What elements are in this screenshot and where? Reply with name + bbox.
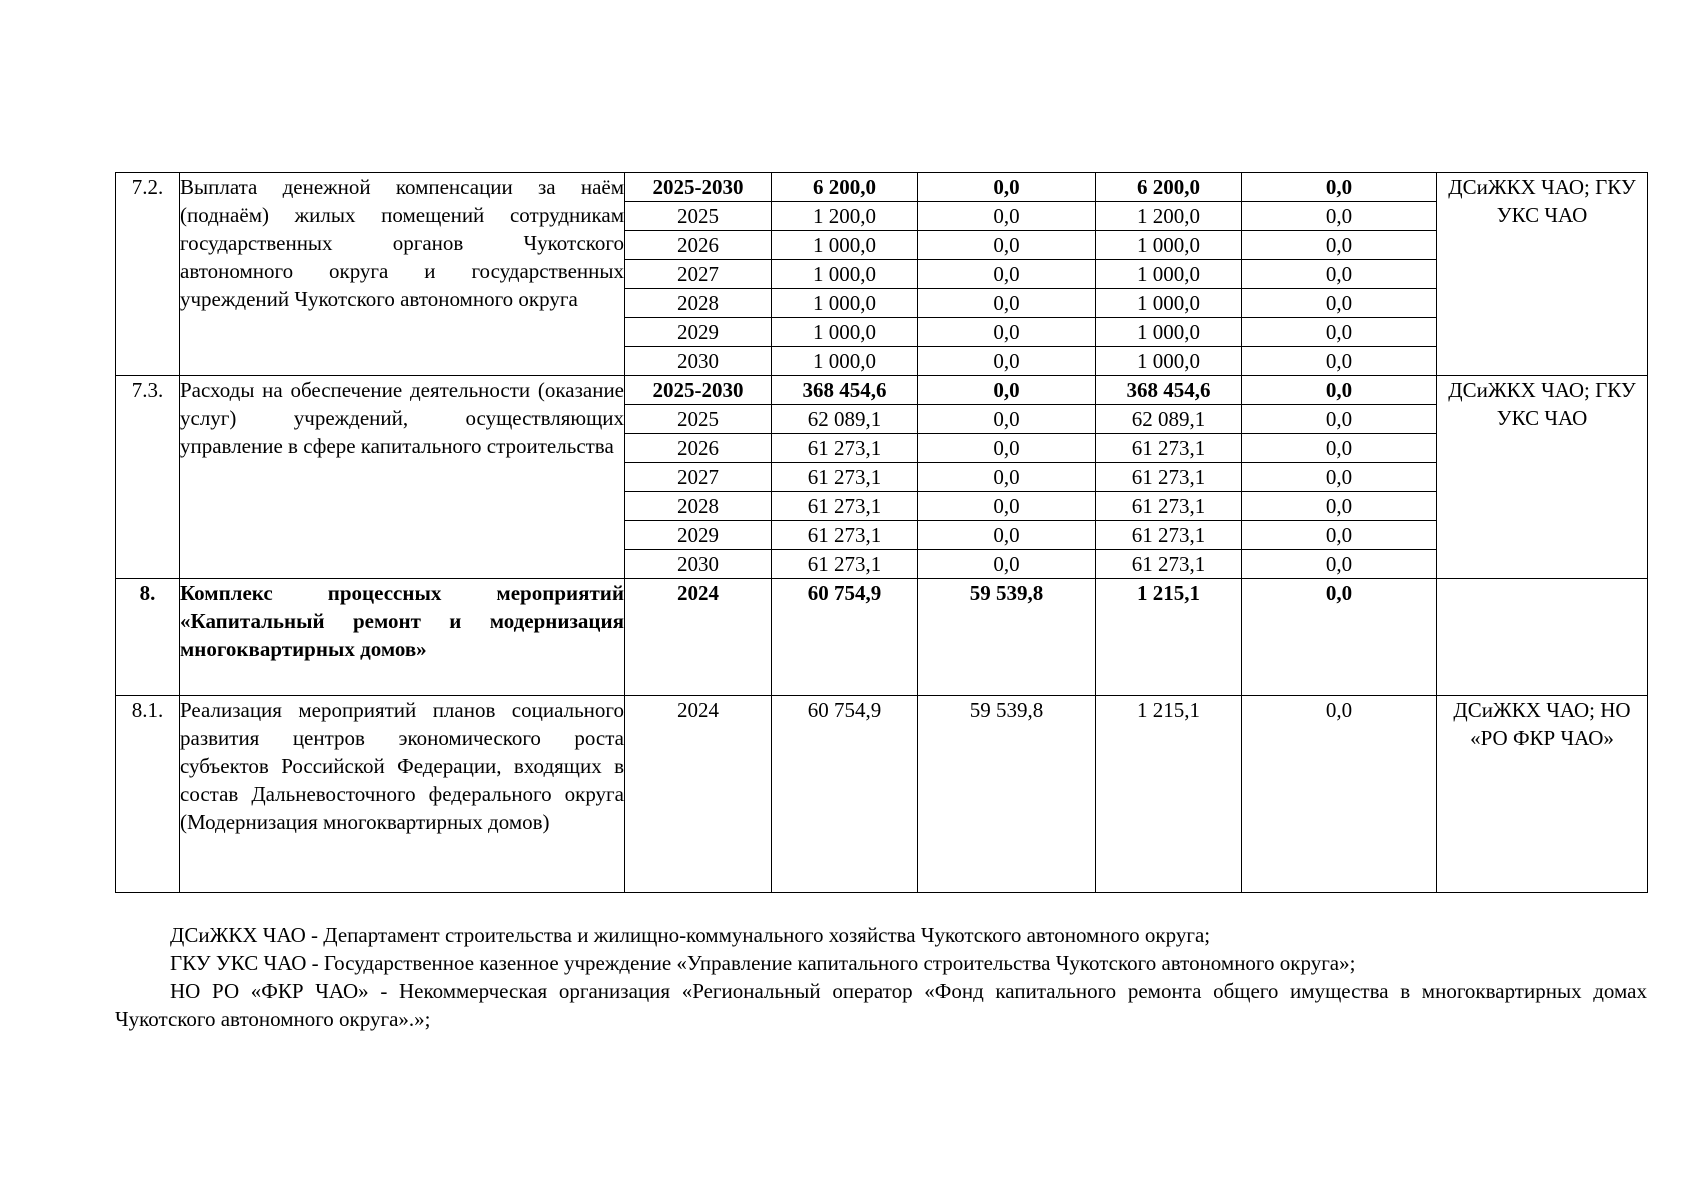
amount-cell-other: 0,0 bbox=[1242, 260, 1437, 289]
amount-cell-fed: 0,0 bbox=[918, 463, 1096, 492]
amount-cell-reg: 61 273,1 bbox=[1096, 521, 1242, 550]
amount-cell-other: 0,0 bbox=[1242, 550, 1437, 579]
table-body bbox=[116, 173, 1648, 893]
period-cell: 2028 bbox=[625, 289, 772, 318]
amount-cell-total: 60 754,9 bbox=[772, 696, 918, 893]
amount-cell-reg: 1 000,0 bbox=[1096, 347, 1242, 376]
amount-cell-total: 1 000,0 bbox=[772, 260, 918, 289]
amount-cell-other: 0,0 bbox=[1242, 289, 1437, 318]
table-row bbox=[116, 173, 1648, 202]
period-cell: 2029 bbox=[625, 521, 772, 550]
amount-cell-reg: 6 200,0 bbox=[1096, 173, 1242, 202]
amount-cell-other: 0,0 bbox=[1242, 463, 1437, 492]
amount-cell-other: 0,0 bbox=[1242, 405, 1437, 434]
period-cell: 2026 bbox=[625, 231, 772, 260]
amount-cell-fed: 0,0 bbox=[918, 289, 1096, 318]
amount-cell-total: 61 273,1 bbox=[772, 550, 918, 579]
activity-description: Комплекс процессных мероприятий «Капитальный ремонт и модернизация многоквартирных домов» bbox=[180, 579, 625, 696]
responsible-executor: ДСиЖКХ ЧАО; ГКУ УКС ЧАО bbox=[1437, 173, 1648, 376]
amount-cell-fed: 0,0 bbox=[918, 434, 1096, 463]
table-row bbox=[116, 579, 1648, 696]
amount-cell-reg: 1 215,1 bbox=[1096, 579, 1242, 696]
amount-cell-reg: 62 089,1 bbox=[1096, 405, 1242, 434]
amount-cell-fed: 59 539,8 bbox=[918, 579, 1096, 696]
amount-cell-fed: 0,0 bbox=[918, 376, 1096, 405]
amount-cell-other: 0,0 bbox=[1242, 202, 1437, 231]
responsible-executor bbox=[1437, 579, 1648, 696]
amount-cell-other: 0,0 bbox=[1242, 347, 1437, 376]
amount-cell-fed: 0,0 bbox=[918, 521, 1096, 550]
row-number: 7.2. bbox=[116, 173, 180, 376]
amount-cell-total: 62 089,1 bbox=[772, 405, 918, 434]
row-number: 7.3. bbox=[116, 376, 180, 579]
amount-cell-fed: 0,0 bbox=[918, 260, 1096, 289]
period-cell: 2027 bbox=[625, 260, 772, 289]
period-cell: 2025 bbox=[625, 405, 772, 434]
row-number: 8.1. bbox=[116, 696, 180, 893]
amount-cell-total: 1 000,0 bbox=[772, 347, 918, 376]
activity-description: Расходы на обеспечение деятельности (оказание услуг) учреждений, осуществляющих управление в сфере капитального строительства bbox=[180, 376, 625, 579]
amount-cell-fed: 0,0 bbox=[918, 550, 1096, 579]
amount-cell-other: 0,0 bbox=[1242, 521, 1437, 550]
amount-cell-reg: 61 273,1 bbox=[1096, 550, 1242, 579]
amount-cell-reg: 1 200,0 bbox=[1096, 202, 1242, 231]
period-cell: 2030 bbox=[625, 347, 772, 376]
amount-cell-total: 368 454,6 bbox=[772, 376, 918, 405]
period-cell: 2029 bbox=[625, 318, 772, 347]
amount-cell-reg: 1 000,0 bbox=[1096, 260, 1242, 289]
row-number: 8. bbox=[116, 579, 180, 696]
activity-description: Реализация мероприятий планов социального развития центров экономического роста субъектов Российской Федерации, входящих в состав Дальневосточного федерального округа (Модернизация многоквартирных домов) bbox=[180, 696, 625, 893]
responsible-executor: ДСиЖКХ ЧАО; НО «РО ФКР ЧАО» bbox=[1437, 696, 1648, 893]
amount-cell-other: 0,0 bbox=[1242, 173, 1437, 202]
amount-cell-total: 1 000,0 bbox=[772, 289, 918, 318]
amount-cell-fed: 0,0 bbox=[918, 492, 1096, 521]
amount-cell-total: 1 000,0 bbox=[772, 231, 918, 260]
activity-description: Выплата денежной компенсации за наём (поднаём) жилых помещений сотрудникам государственных органов Чукотского автономного округа и государственных учреждений Чукотского автономного округа bbox=[180, 173, 625, 376]
amount-cell-other: 0,0 bbox=[1242, 376, 1437, 405]
funding-table bbox=[115, 172, 1648, 893]
amount-cell-fed: 0,0 bbox=[918, 231, 1096, 260]
amount-cell-total: 61 273,1 bbox=[772, 492, 918, 521]
period-cell: 2027 bbox=[625, 463, 772, 492]
amount-cell-reg: 1 000,0 bbox=[1096, 231, 1242, 260]
amount-cell-fed: 0,0 bbox=[918, 347, 1096, 376]
period-cell: 2028 bbox=[625, 492, 772, 521]
amount-cell-reg: 61 273,1 bbox=[1096, 492, 1242, 521]
amount-cell-reg: 1 215,1 bbox=[1096, 696, 1242, 893]
amount-cell-total: 61 273,1 bbox=[772, 521, 918, 550]
note-line: НО РО «ФКР ЧАО» - Некоммерческая организация «Региональный оператор «Фонд капитального ремонта общего имущества в многоквартирных домах Чукотского автономного округа».»; bbox=[115, 979, 1647, 1031]
amount-cell-other: 0,0 bbox=[1242, 318, 1437, 347]
amount-cell-total: 1 000,0 bbox=[772, 318, 918, 347]
amount-cell-fed: 0,0 bbox=[918, 202, 1096, 231]
period-cell: 2030 bbox=[625, 550, 772, 579]
period-cell: 2024 bbox=[625, 696, 772, 893]
amount-cell-other: 0,0 bbox=[1242, 434, 1437, 463]
amount-cell-other: 0,0 bbox=[1242, 579, 1437, 696]
abbreviation-notes bbox=[115, 921, 1647, 1033]
amount-cell-total: 6 200,0 bbox=[772, 173, 918, 202]
amount-cell-other: 0,0 bbox=[1242, 231, 1437, 260]
note-line: ГКУ УКС ЧАО - Государственное казенное учреждение «Управление капитального строительства Чукотского автономного округа»; bbox=[170, 951, 1356, 975]
table-row bbox=[116, 696, 1648, 893]
amount-cell-other: 0,0 bbox=[1242, 492, 1437, 521]
amount-cell-reg: 1 000,0 bbox=[1096, 318, 1242, 347]
amount-cell-fed: 0,0 bbox=[918, 405, 1096, 434]
amount-cell-fed: 59 539,8 bbox=[918, 696, 1096, 893]
amount-cell-reg: 368 454,6 bbox=[1096, 376, 1242, 405]
amount-cell-other: 0,0 bbox=[1242, 696, 1437, 893]
amount-cell-total: 61 273,1 bbox=[772, 434, 918, 463]
amount-cell-fed: 0,0 bbox=[918, 173, 1096, 202]
period-cell: 2025-2030 bbox=[625, 376, 772, 405]
note-line: ДСиЖКХ ЧАО - Департамент строительства и жилищно-коммунального хозяйства Чукотского автономного округа; bbox=[170, 923, 1211, 947]
period-cell: 2025 bbox=[625, 202, 772, 231]
period-cell: 2024 bbox=[625, 579, 772, 696]
amount-cell-fed: 0,0 bbox=[918, 318, 1096, 347]
responsible-executor: ДСиЖКХ ЧАО; ГКУ УКС ЧАО bbox=[1437, 376, 1648, 579]
amount-cell-reg: 61 273,1 bbox=[1096, 434, 1242, 463]
period-cell: 2026 bbox=[625, 434, 772, 463]
table-row bbox=[116, 376, 1648, 405]
amount-cell-total: 61 273,1 bbox=[772, 463, 918, 492]
amount-cell-reg: 61 273,1 bbox=[1096, 463, 1242, 492]
amount-cell-total: 1 200,0 bbox=[772, 202, 918, 231]
amount-cell-reg: 1 000,0 bbox=[1096, 289, 1242, 318]
amount-cell-total: 60 754,9 bbox=[772, 579, 918, 696]
period-cell: 2025-2030 bbox=[625, 173, 772, 202]
